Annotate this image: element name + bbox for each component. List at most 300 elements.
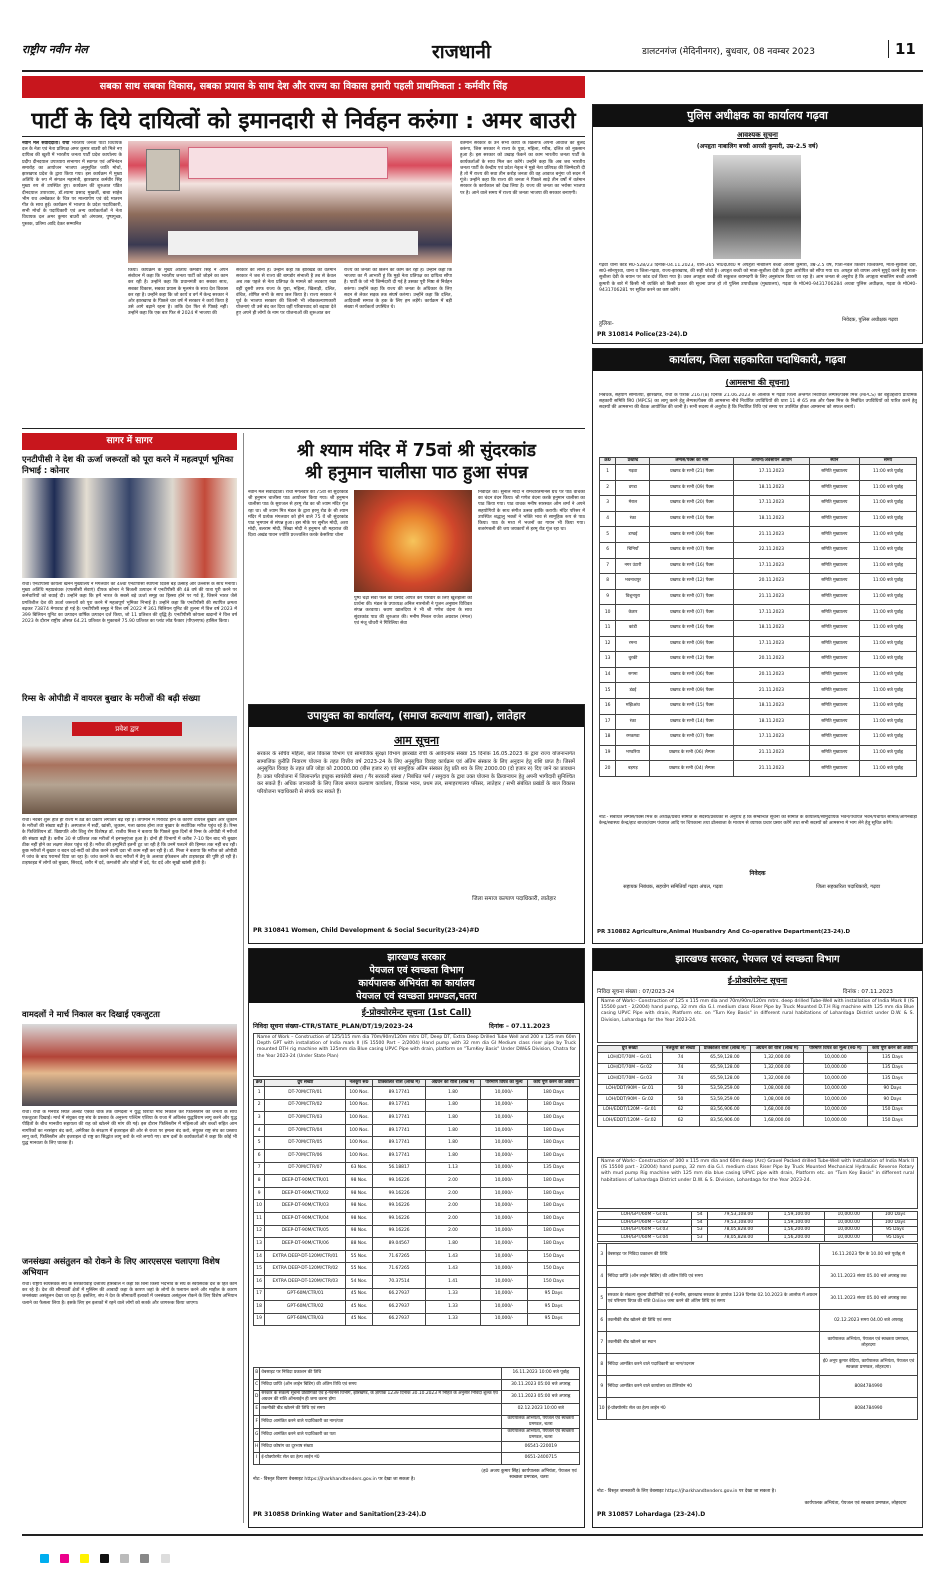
shyam-column-3: निवेदित की। सुनील मोदी ने रामचरितमानस ग्रंथ पर पाठ वाचकों का चंदन वंदन किया। श्री गणेश वंदना करके हनुमान चालीसा का पाठ किया गया। पाठ वाचक मनीष सारस्वत ओम शर्मा ने अपने सहयोगियों के साथ संगीत उत्सव झांकि करायी। मंदिर परिसर में उपस्थित श्रद्धालु भक्तों ने भक्ति भाव से सामूहिक रूप से पाठ किया। पाठ के मध्य में भजनों का गायन भी किया गया। बजरंगबली की जय जयकारों से हरमू रोड गूंज रहा था।: [478, 490, 585, 533]
sahkarita-cell: प्रखण्ड के सभी (16) पैक्स: [650, 620, 734, 636]
lohardaga-cell: 62: [662, 1105, 699, 1116]
sahkarita-cell: 11:00 बजे पूर्वाह्न: [859, 683, 916, 699]
chatra-cell: 10,000/-: [480, 1112, 528, 1125]
sahkarita-cell: समिति मुख्यालय: [809, 574, 859, 590]
chatra-cell: 99.16226: [372, 1200, 425, 1213]
lohardaga-tender: [592, 948, 923, 1528]
sahkarita-cell: प्रखण्ड के सभी (14) पैक्स: [650, 714, 734, 730]
lohardaga-row: [598, 1063, 918, 1074]
lohardaga-pr: PR 310857 Lohardaga (23-24).D: [597, 1511, 706, 1518]
chatra-cell: 10,000/-: [480, 1263, 528, 1276]
chatra-cell: 10: [254, 1200, 265, 1213]
chatra-schedule-cell: निविदा प्राप्ति (ऑन लाईन बिडिंग) की अंतिम तिथि एवं समय: [260, 1379, 502, 1391]
sahkarita-cell: कांडी: [616, 620, 650, 636]
stage-backdrop: [188, 147, 388, 179]
chatra-cell: 56.18817: [372, 1162, 425, 1175]
sahkarita-cell: समिति मुख्यालय: [809, 542, 859, 558]
sahkarita-cell: समिति मुख्यालय: [809, 636, 859, 652]
chatra-cell: 1.43: [426, 1263, 481, 1276]
sahkarita-cell: समिति मुख्यालय: [809, 745, 859, 761]
chatra-schedule-cell: 06541-220019: [502, 1441, 580, 1453]
chatra-cell: 1.43: [426, 1250, 481, 1263]
sahkarita-cell: 11:00 बजे पूर्वाह्न: [859, 698, 916, 714]
chatra-cell: 10,000/-: [480, 1149, 528, 1162]
sahkarita-cell: मेराल: [616, 496, 650, 512]
lohardaga-cell: 90 Days: [867, 1095, 917, 1106]
sahkarita-cell: रमना: [616, 636, 650, 652]
lohardaga-header-cell: नलकूपों की संख्या: [662, 1046, 699, 1053]
lohardaga-table-1-wrap: [597, 1045, 918, 1127]
sahkarita-cell: 20: [600, 761, 616, 777]
sahkarita-pr: PR 310882 Agriculture,Animal Husbandry And Co-operative Department(23-24).D: [597, 929, 851, 935]
lohardaga-schedule-cell: 8: [598, 1354, 607, 1376]
sahkarita-cell: समिति मुख्यालय: [809, 652, 859, 668]
chatra-tender-title: ई-प्रोक्योरमेन्ट सूचना (1st Call): [361, 1008, 472, 1018]
lohardaga-notice-no: निविदा सूचना संख्या : 07/2023-24: [597, 989, 675, 995]
sahkarita-cell: 18.11.2023: [734, 511, 809, 527]
chatra-header-cell: क्र0: [254, 1080, 265, 1087]
chatra-header: [249, 949, 584, 1003]
chatra-cell: 100 Nos.: [346, 1087, 373, 1100]
chatra-cell: 98 Nos.: [346, 1175, 373, 1188]
sahkarita-cell: समिति मुख्यालय: [809, 605, 859, 621]
sahkarita-cell: गढ़वा: [616, 465, 650, 481]
sahkarita-cell: प्रखण्ड के सभी (06) लैम्पस: [650, 745, 734, 761]
chatra-cell: 45 Nos.: [346, 1301, 373, 1314]
shyam-headline: [248, 440, 585, 484]
child-photo: [713, 155, 801, 259]
chatra-schedule-cell: निविदा आमंत्रित करने वाले पदाधिकारी का पता: [260, 1428, 502, 1441]
lohardaga-2-cell: LOH/GPT/60M – Gr.03: [598, 1227, 692, 1235]
sahkarita-cell: रंका: [616, 511, 650, 527]
lohardaga-tender-title: ई-प्रोक्योरमेन्ट सूचना: [727, 976, 788, 985]
lohardaga-2-cell: 78,05,828.00: [708, 1234, 769, 1242]
lohardaga-cell: LOH/EDDT/120M – Gr.02: [598, 1116, 663, 1127]
lohardaga-cell: LOH/DDT/90M – Gr.01: [598, 1084, 663, 1095]
chatra-cell: 2.00: [426, 1175, 481, 1188]
rims-body: रांची। नवंबर शुरू होते ही राज्य में ठंड का प्रकोप लगातार बढ़ रहा है। तापमान में गिरावट होने के कारण वायरल बुखार और जुकाम के मरीजों की संख्या बढ़ी है। अस्पताल में सर्दी, खांसी, जुकाम, गला खराब होना तथा बुखार के सर्वाधिक मरीज पहुंच रहे हैं। रिम्स के फिजिशियन डॉ. विद्यापति और शिशु रोग विशेषज्ञ डॉ. राजीव मिश्रा ने बताया कि पिछले कुछ दिनों से रिम्स के ओपीडी में मरीजों की संख्या बढ़ी है। करीब 30 से प्रतिशत तक मरीजों में इनफ्लुएंजा हुआ है। दोनों ही विभागों में करीब 7-10 दिन बाद भी बुखार ठीक नहीं होने का लक्षण लेकर पहुंच रहे हैं। मरीज की इम्युनिटी इतनी टूट जा रही है कि उनमें पलटने की हिम्मत तक नहीं बच रही। कुछ मरीजों में बुखार व बदन दर्द-सर्दी को ठीक करने वाली दवा भी काम नहीं कर रही है। डॉ. मिश्रा ने बताया कि मरीज को ओपीडी में जांच के बाद परामर्श दिया जा रहा है। जांच कराने के बाद मरीजों में डेंगू के अलावा इंफेक्शन और टाइफाइड की पुष्टि हो रही है। टाइफाइड में लोगों को बुखार, सिरदर्द, शरीर में दर्द, कमजोरी और जोड़ों में दर्द, पेट दर्द और सूखी खांसी होती है।: [22, 818, 237, 867]
lohardaga-2-cell: 78,05,828.00: [708, 1227, 769, 1235]
chatra-schedule-cell: कार्यपालक अभियंता, पेयजल एवं स्वच्छता प्रमण्डल, चतरा: [502, 1428, 580, 1441]
chatra-cell: 1.33: [426, 1313, 481, 1326]
lohardaga-cell: 83,56,906.00: [699, 1105, 751, 1116]
chatra-cell: 89.17741: [372, 1087, 425, 1100]
chatra-cell: 98 Nos.: [346, 1225, 373, 1238]
lohardaga-notice-date: दिनांक : 07.11.2023: [843, 989, 893, 995]
chatra-cell: 1.80: [426, 1112, 481, 1125]
chatra-cell: 54 Nos.: [346, 1275, 373, 1288]
lohardaga-2-cell: 10,000.00: [825, 1227, 873, 1235]
lohardaga-schedule-cell: निविदा आमंत्रित करने वाले पदाधिकारी का नाम/पदनाम: [606, 1354, 819, 1376]
sahkarita-row: [600, 683, 917, 699]
lohardaga-schedule-row: [598, 1244, 918, 1266]
chatra-cell: DT-70M/CTR/07: [265, 1162, 346, 1175]
sahkarita-cell: 17.11.2023: [734, 730, 809, 746]
sahkarita-cell: 17.11.2023: [734, 496, 809, 512]
lohardaga-2-cell: 95 Days: [873, 1227, 918, 1235]
chatra-row: [254, 1187, 580, 1200]
ntpc-photo: [22, 478, 237, 578]
chatra-row: [254, 1313, 580, 1326]
police-notice: [592, 104, 923, 344]
lohardaga-2-cell: 1,56,200.00: [769, 1234, 825, 1242]
chatra-cell: 2.00: [426, 1200, 481, 1213]
sahkarita-cell: समिति मुख्यालय: [809, 620, 859, 636]
lohardaga-schedule-row: [598, 1310, 918, 1332]
chatra-cell: 10,000/-: [480, 1275, 528, 1288]
chatra-cell: 11: [254, 1212, 265, 1225]
sahkarita-row: [600, 574, 917, 590]
sahkarita-cell: डंडई: [616, 683, 650, 699]
sahkarita-row: [600, 527, 917, 543]
chatra-header-cell: ग्रुप संख्या: [265, 1080, 346, 1087]
lohardaga-cell: 83,56,906.00: [699, 1116, 751, 1127]
sahkarita-note: नोट:- संबंधित लैम्पस/पैक्स मिश्र के अध्यक्ष/प्रबंध समिति के सदस्य/प्रबंधकों से अनुरोध है कि सम्बन्धित सूचना को समिति के कार्यालय/सामुदायिक भवन/पंचायत भवन/पंचायत समिति/आंगनबाड़ी केन्द्र/स्वास्थ्य केन्द्र/हाट बाजार/ग्राम पंचायत आदि पर चिपकाना तथा ढोलबाजा के माध्यम से व्यापक प्रचार प्रसार करेंगे तथा सभी सदस्यों को आमसभा मे भाग लेने हेतु सूचित करेंगे।: [599, 815, 917, 827]
chatra-cell: 66.27937: [372, 1301, 425, 1314]
sahkarita-cell: भण्डरिया: [616, 745, 650, 761]
chatra-schedule-cell: 30.11.2023 05:00 बजे अपराह्न: [502, 1379, 580, 1391]
chatra-cell: 180 Days: [528, 1112, 580, 1125]
sahkarita-title: कार्यालय, जिला सहकारिता पदाधिकारी, गढ़वा: [593, 349, 922, 371]
chatra-cell: 100 Nos.: [346, 1124, 373, 1137]
chatra-cell: 10,000/-: [480, 1288, 528, 1301]
chatra-schedule-row: [254, 1368, 580, 1380]
chatra-cell: 1.80: [426, 1137, 481, 1150]
sahkarita-cell: रंका: [616, 714, 650, 730]
lohardaga-cell: 1,32,000.00: [751, 1074, 804, 1085]
police-body: गढ़वा थाना कांड सं0-528/23 दिनांक-04.11.2023, धारा-365 भा0द0वि0 में अपहृता नाबालिग बच्ची आरसी कुमारी, उम्र-2.5 वर्ष, पिता-नवल किशोर विश्वकर्मा, माता-सुशीला देवी, सा0-सोनपुरवा, थाना व जिला-गढ़वा, राज्य-झारखण्ड, की सही फोटो है। अपहृत बच्ची को माता-सुशीला देवी के द्वारा आरोपित को सौंपा गया था। अपहृत को वापस अपने सुपुर्द करने हेतु माता-सुशीला देवी के बयान पर कांड दर्ज किया गया है। उक्त अपहृता बच्ची की सकुशल बरामदगी के लिए अनुसंधान किया जा रहा है। आम जनता से अनुरोध है कि अपहृता नाबालिग बच्ची आरसी कुमारी के बारे में किसी भी व्यक्ति को किसी प्रकार की सूचना प्राप्त हो तो पुलिस उपाधीक्षक (मुख्यालय), गढ़वा के मो0नं0-9431706284 अथवा पुलिस अधीक्षक, गढ़वा के मो0नं0-9431706281 पर सूचित करने का कष्ट करेंगे।: [599, 263, 917, 293]
sahkarita-cell: समिति मुख्यालय: [809, 558, 859, 574]
sahkarita-cell: समिति मुख्यालय: [809, 667, 859, 683]
chatra-cell: 10,000/-: [480, 1087, 528, 1100]
chatra-schedule-row: [254, 1391, 580, 1404]
lohardaga-schedule-cell: तकनीकी बीड खोलने की तिथि एवं समय: [606, 1310, 819, 1332]
chatra-cell: 14: [254, 1250, 265, 1263]
lohardaga-2-cell: 1,59,100.00: [769, 1212, 825, 1220]
sahkarita-cell: विशुनपुरा: [616, 589, 650, 605]
lohardaga-schedule-cell: सरकार के संकल्प सूचना प्रौद्योगिकी एवं ई-गवर्नेंस, झारखण्ड सरकार के ज्ञापांक 1239 दिनांक 02.10.2023 के आलोक में अग्रधन एवं परिमाण विपत्र की राशि Online जमा करने की अंतिम तिथि एवं समय: [606, 1288, 819, 1310]
lohardaga-signature: कार्यपालक अभियंता, पेयजल एवं स्वच्छता प्रमण्डल, लोहरदगा: [804, 1501, 907, 1506]
chatra-schedule-cell: कार्यपालक अभियंता, पेयजल एवं स्वच्छता प्रमण्डल, चतरा: [502, 1415, 580, 1428]
sahkarita-cell: प्रखण्ड के सभी (12) पैक्स: [650, 574, 734, 590]
lead-photo: [128, 141, 452, 263]
chatra-cell: 2.00: [426, 1187, 481, 1200]
chatra-cell: 71.67265: [372, 1250, 425, 1263]
lohardaga-cell: 10,000.00: [804, 1053, 868, 1064]
sahkarita-cell: 6: [600, 542, 616, 558]
lead-column-5: वर्तमान सरकार के उन सभी कार्यों के खिलाफ अपनी आवाज को बुलंद करुंगा, जिस सरकार ने राज्य के युवा, महिला, गरीब, दलित को नुकसान हुआ है। इस सरकार को उखाड़ फेंकने का काम भारतीय जनता पार्टी के कार्यकर्ताओं के साथ मिल कर करेंगे। उन्होंने कहा कि अब जब भारतीय जनता पार्टी के केन्द्रीय एवं प्रदेश नेतृत्व ने मुझे नेता प्रतिपक्ष की जिम्मेदारी दी है तो मैं राज्य की सवा तीन करोड़ जनता की वह आवाज बनूंगा जो सदन में गूंजे। उन्होंने कहा कि राज्य की जनता ने पिछले साढ़े तीन वर्षों में वर्तमान सरकार के कार्यकाल को देख लिया है। राज्य की जनता का भरोसा भाजपा पर है। आने वाले समय में राज्य की जनता भाजपा की सरकार बनाएगी।: [460, 141, 585, 196]
sahkarita-cell: प्रखण्ड के सभी (04) लैम्पस: [650, 761, 734, 777]
sahkarita-row: [600, 605, 917, 621]
masthead-logo: राष्ट्रीय नवीन मेल: [22, 43, 88, 56]
lohardaga-schedule-row: [598, 1266, 918, 1288]
sahkarita-row: [600, 480, 917, 496]
chatra-cell: 99.16226: [372, 1212, 425, 1225]
chatra-row: [254, 1212, 580, 1225]
lohardaga-header-cell: अग्रधन की राशि (लाख में): [751, 1046, 804, 1053]
chatra-cell: 95 Days: [528, 1313, 580, 1326]
lohardaga-schedule-cell: 02.12.2023 समय 04.00 बजे अपराह्न: [819, 1310, 917, 1332]
lohardaga-2-cell: 10,000.00: [825, 1234, 873, 1242]
sahkarita-cell: समिति मुख्यालय: [809, 683, 859, 699]
sahkarita-cell: सगमा: [616, 667, 650, 683]
lohardaga-schedule-row: [598, 1398, 918, 1420]
lohardaga-schedule-cell: 5: [598, 1288, 607, 1310]
sahkarita-cell: 11:00 बजे पूर्वाह्न: [859, 745, 916, 761]
chatra-notice-date: दिनांक – 07.11.2023: [489, 1023, 551, 1030]
chatra-cell: 180 Days: [528, 1137, 580, 1150]
lohardaga-schedule-row: [598, 1288, 918, 1310]
rims-sign: प्रवेश द्वार: [72, 722, 182, 736]
chatra-schedule-cell: निविदा आमंत्रित करने वाले पदाधिकारी का नाम/पता: [260, 1415, 502, 1428]
chatra-cell: 180 Days: [528, 1212, 580, 1225]
lohardaga-cell: 10,000.00: [804, 1116, 868, 1127]
vamdal-body: रांची। रांची के मेनरोड स्थित अल्बर्ट एक्का चौक तक वामदलों ने युद्ध विरोधी मार्च निकाल कर फिलिस्तीन की जनता के साथ एकजुटता दिखाई। मार्च में संयुक्त राष्ट्र संघ के प्रस्ताव के अनुरूप पश्चिम एशिया के राजा में अविलंब युद्धविराम लागू करने और युद्ध पीड़ितों के बीच मानवीय सहायता की राह को खोलने की मांग की गई। इस दौरान फिलिस्तीन में महिलाओं और बच्चों सहित आम नागरिकों का नरसंहार बंद करो, अमेरिका के संरक्षण में इजराइल की ओर से राजा पर हमला बंद करो, संयुक्त राष्ट्र संघ का प्रस्ताव लागू करो, फिलिस्तीन और इजराइल दो राष्ट्र का सिद्धांत लागू करो के नारे लगाये गए। वाम दलों के कार्यकर्ताओं ने कहा कि कोई भी युद्ध मानवता के लिए घातक है।: [22, 1110, 237, 1147]
lohardaga-cell: LOH/DDT/90M – Gr.02: [598, 1095, 663, 1106]
jansankhya-headline: जनसंख्या असंतुलन को रोकने के लिए आरएसएस चलाएगा विशेष अभियान: [22, 1256, 220, 1277]
sahkarita-cell: 11:00 बजे पूर्वाह्न: [859, 714, 916, 730]
chatra-schedule-cell: G: [254, 1428, 260, 1441]
sahkarita-cell: 11:00 बजे पूर्वाह्न: [859, 589, 916, 605]
banner: सबका साथ सबका विकास, सबका प्रयास के साथ देश और राज्य का विकास हमारी पहली प्राथमिकता : कर्मवीर सिंह: [22, 76, 585, 98]
chatra-cell: 3: [254, 1112, 265, 1125]
sahkarita-row: [600, 558, 917, 574]
chatra-cell: 45 Nos.: [346, 1288, 373, 1301]
lohardaga-2-row: [598, 1234, 918, 1242]
chatra-cell: 89.17741: [372, 1124, 425, 1137]
sahkarita-cell: प्रखण्ड के सभी (16) पैक्स: [650, 558, 734, 574]
lohardaga-cell: 1,08,000.00: [751, 1084, 804, 1095]
chatra-schedule-cell: F: [254, 1415, 260, 1428]
sahkarita-table-header: [600, 458, 917, 465]
chatra-cell: 150 Days: [528, 1263, 580, 1276]
page-number: 11: [888, 40, 916, 58]
chatra-cell: 55 Nos.: [346, 1250, 373, 1263]
lohardaga-schedule-cell: 8084784990: [819, 1398, 917, 1420]
chatra-cell: 100 Nos.: [346, 1099, 373, 1112]
sahkarita-cell: प्रखण्ड के सभी (07) पैक्स: [650, 589, 734, 605]
chatra-cell: 98 Nos.: [346, 1187, 373, 1200]
chatra-cell: 10,000/-: [480, 1250, 528, 1263]
chatra-schedule-cell: ई-प्रोक्योरमेंट सेल का हेल्प लाईन नं0: [260, 1453, 502, 1465]
sahkarita-row: [600, 465, 917, 481]
sahkarita-cell: 11:00 बजे पूर्वाह्न: [859, 480, 916, 496]
lohardaga-2-cell: 100 Days: [873, 1219, 918, 1227]
chatra-cell: 5: [254, 1137, 265, 1150]
lohardaga-header-cell: कार्य पूर्ण करने की अवधि: [867, 1046, 917, 1053]
sahkarita-cell: प्रखण्ड के सभी (09) पैक्स: [650, 683, 734, 699]
chatra-cell: 12: [254, 1225, 265, 1238]
chatra-cell: GPT-60M/CTR/02: [265, 1301, 346, 1314]
lohardaga-schedule-cell: 4: [598, 1266, 607, 1288]
sahkarita-cell: समिति मुख्यालय: [809, 761, 859, 777]
sahkarita-cell: चिनियाँ: [616, 542, 650, 558]
chatra-row: [254, 1238, 580, 1251]
chatra-cell: DEEP-DT-90M/CTR/04: [265, 1212, 346, 1225]
chatra-line-3: कार्यपालक अभियंता का कार्यालय: [358, 978, 475, 989]
masthead: [22, 36, 923, 70]
chatra-schedule-row: [254, 1428, 580, 1441]
sahkarita-header-cell: लैम्पस/पैक्स का नाम: [650, 458, 734, 465]
sahkarita-cell: 12: [600, 636, 616, 652]
sagar-headline: एनटीपीसी ने देश की ऊर्जा जरूरतों को पूरा करने में महत्वपूर्ण भूमिका निभाई : कोनार: [22, 454, 234, 475]
chatra-cell: 10,000/-: [480, 1238, 528, 1251]
sahkarita-cell: प्रखण्ड के सभी (07) पैक्स: [650, 605, 734, 621]
chatra-cell: 1.80: [426, 1099, 481, 1112]
sagar-label: सागर में सागर: [22, 433, 237, 450]
lohardaga-cell: 53,59,259.00: [699, 1095, 751, 1106]
lead-column-4: राज्य की जनता को छलने का काम कर रही है। उन्होंने कहा कि भाजपा का मैं आभारी हूं कि मुझे नेता प्रतिपक्ष का दायित्व सौंपा है। पार्टी के जो भी जिम्मेदारी दी गई है उसका पूरी निष्ठा से निर्वहन करुंगा। उन्होंने कहा कि राज्य की जनता के अधिकार के लिए सदन से लेकर सड़क तक संघर्ष करुंगा। उन्होंने कहा कि दलित, आदिवासी समाज के हक के लिए हम लड़ेंगे। कार्यक्रम में बड़ी संख्या में कार्यकर्ता उपस्थित थे।: [344, 268, 452, 311]
magenta-swatch: [60, 1554, 69, 1563]
sahkarita-cell: 11:00 बजे पूर्वाह्न: [859, 652, 916, 668]
chatra-cell: 98 Nos.: [346, 1200, 373, 1213]
chatra-tender: [248, 948, 585, 1528]
sagar-body: रांची। एनटीपीसी कोयला खनन मुख्यालय ने मंगलवार को 49वां एनटीपीसी स्थापना दिवस बड़े उत्साह और उल्लास के साथ मनाया। मुख्य अतिथि महाप्रबंधक (एफसीसी सेवाएं) दीपक कोनार ने बिजली उत्पादन में एनटीपीसी की 48 वर्ष की यात्रा पूरी करने पर कर्मचारियों को बधाई दी। उन्होंने कहा कि हमें भारत के सबसे बड़े ऊर्जा समूह का हिस्सा होने पर गर्व है, जिसने भारत जैसे प्रगतिशील देश की ऊर्जा जरूरतों को पूरा करने में महत्वपूर्ण भूमिका निभाई है। उन्होंने कहा कि एनटीपीसी की स्थापित क्षमता बढ़कर 73874 मेगावाट हो गई है। एनटीपीसी समूह ने वित्त वर्ष 2022 में 361 बिलियन यूनिट की तुलना में वित्त वर्ष 2023 में 399 बिलियन यूनिट का उत्पादन वार्षिक उत्पादन दर्ज किया, जो 11 प्रतिशत की वृद्धि है। एनटीपीसी कोयला खदानों ने वित्त वर्ष 2023 के दौरान राष्ट्रीय औसत 64.21 प्रतिशत के मुकाबले 75.90 प्रतिशत का प्लांट लोड फैक्टर (पीएलएफ) हासिल किया।: [22, 582, 237, 625]
lohardaga-table-2-wrap: [597, 1211, 918, 1242]
chatra-cell: 2.00: [426, 1225, 481, 1238]
color-registration-bar: [40, 1548, 920, 1560]
chatra-cell: 180 Days: [528, 1149, 580, 1162]
shyam-headline-1: श्री श्याम मंदिर में 75वां श्री सुंदरकांड: [296, 441, 537, 461]
chatra-cell: DEEP-DT-90M/CTR/05: [265, 1225, 346, 1238]
chatra-cell: EXTRA DEEP-DT-120M/CTR/03: [265, 1275, 346, 1288]
chatra-cell: 99.16226: [372, 1187, 425, 1200]
upayukt-title: उपायुक्त का कार्यालय, (समाज कल्याण शाखा), लातेहार: [249, 705, 584, 727]
chatra-cell: 10,000/-: [480, 1137, 528, 1150]
chatra-cell: GPT-60M/CTR/03: [265, 1313, 346, 1326]
rims-headline: रिम्स के ओपीडी में वायरल बुखार के मरीजों की बढ़ी संख्या: [22, 693, 201, 703]
chatra-row: [254, 1250, 580, 1263]
chatra-cell: 1.80: [426, 1087, 481, 1100]
sahkarita-row: [600, 636, 917, 652]
lohardaga-row: [598, 1084, 918, 1095]
lohardaga-schedule-cell: 3: [598, 1244, 607, 1266]
chatra-header-cell: कार्य पूर्ण करने की अवधि: [528, 1080, 580, 1087]
chatra-cell: DEEP-DT-90M/CTR/03: [265, 1200, 346, 1213]
chatra-cell: 10,000/-: [480, 1187, 528, 1200]
vamdal-photo: [22, 1024, 237, 1106]
sahkarita-header-cell: आगामा/अवसायन आयाम: [734, 458, 809, 465]
sahkarita-cell: प्रखण्ड के सभी (10) पैक्स: [650, 511, 734, 527]
lohardaga-cell: 90 Days: [867, 1084, 917, 1095]
lohardaga-2-cell: 53: [692, 1234, 708, 1242]
lohardaga-cell: 50: [662, 1084, 699, 1095]
chatra-header-cell: प्राक्कलित राशि (लाख में): [372, 1080, 425, 1087]
chatra-schedule-row: [254, 1441, 580, 1453]
shyam-headline-2: श्री हनुमान चालीसा पाठ हुआ संपन्न: [304, 463, 529, 483]
chatra-row: [254, 1263, 580, 1276]
chatra-cell: 10,000/-: [480, 1225, 528, 1238]
chatra-cell: 66.27937: [372, 1313, 425, 1326]
chatra-schedule-cell: सरकार के संकल्प सूचना प्रौद्योगिकी एवं ई-गवर्नेंस विभाग, झारखण्ड, के ज्ञापांक 1239 दिनांक 30.10.2023 में निहित के अनुसार निविदा शुल्क एवं अग्रधन की राशि ऑनलाईन ही जमा करना होगा: [260, 1391, 502, 1404]
sahkarita-cell: 11:00 बजे पूर्वाह्न: [859, 574, 916, 590]
chatra-cell: 135 Days: [528, 1162, 580, 1175]
chatra-cell: DT-70M/CTR/05: [265, 1137, 346, 1150]
chatra-cell: 4: [254, 1124, 265, 1137]
vamdal-headline: वामदलों ने मार्च निकाल कर दिखाई एकजुटता: [22, 1009, 160, 1019]
sahkarita-cell: समिति मुख्यालय: [809, 730, 859, 746]
lead-text-1: भारतीय जनता पार्टी विधायक दल के नेता एवं नेता प्रतिपक्ष अमर कुमार बाउरी को मिले नए दायित्व की खुशी में भारतीय जनता पार्टी प्रदेश कार्यालय के प्रदीप दीनदयाल उपाध्याय सभागार में स्वागत एवं अभिनंदन समारोह का आयोजन भाजपा अनुसूचित जाति मोर्चा, झारखण्ड प्रदेश के द्वारा किया गया। इस कार्यक्रम में मुख्य अतिथि के रुप में संगठन महामंत्री, झारखण्ड कर्मवीर सिंह मुख्य रुप से उपस्थित हुए। कार्यक्रम की शुरुआत पंडित दीनदयाल उपाध्याय, डॉ.श्यामा प्रसाद मुखर्जी, बाबा साहेब भीम राव अम्बेडकर के चित्र पर माल्यार्पण एवं वंदे मातरम गीत के साथ हुई। कार्यक्रम में भाजपा के प्रदेश पदाधिकारी, सभी मोर्चा के पदाधिकारी एवं अन्य कार्यकर्ताओं ने नेता विधायक दल अमर कुमार बाउरी को अंगवस्त्र, पुष्पगुच्छ, पुस्तक, प्रतिमा आदि देकर सम्मानित: [22, 141, 122, 227]
lohardaga-cell: 62: [662, 1116, 699, 1127]
sahkarita-cell: बड़गड़: [616, 761, 650, 777]
chatra-cell: 71.67265: [372, 1263, 425, 1276]
sahkarita-row: [600, 652, 917, 668]
chatra-header-cell: अग्रधन की राशि (लाख में): [426, 1080, 481, 1087]
chatra-cell: 10,000/-: [480, 1313, 528, 1326]
lohardaga-schedule-cell: तकनीकी बीड खोलने का स्थान: [606, 1332, 819, 1354]
chatra-schedule-cell: E: [254, 1404, 260, 1416]
lohardaga-schedule-row: [598, 1376, 918, 1398]
chatra-cell: 63 Nos.: [346, 1162, 373, 1175]
sahkarita-row: [600, 714, 917, 730]
chatra-row: [254, 1275, 580, 1288]
lohardaga-2-cell: 54: [692, 1219, 708, 1227]
lohardaga-cell: 135 Days: [867, 1074, 917, 1085]
lohardaga-row: [598, 1105, 918, 1116]
sahkarita-cell: 11:00 बजे पूर्वाह्न: [859, 527, 916, 543]
chatra-cell: 45 Nos.: [346, 1313, 373, 1326]
chatra-cell: 16: [254, 1275, 265, 1288]
chatra-cell: 180 Days: [528, 1238, 580, 1251]
chatra-cell: 99.16226: [372, 1175, 425, 1188]
sahkarita-cell: 21.11.2023: [734, 761, 809, 777]
chatra-schedule-cell: C: [254, 1379, 260, 1391]
chatra-row: [254, 1087, 580, 1100]
sahkarita-cell: 11:00 बजे पूर्वाह्न: [859, 496, 916, 512]
police-pr: PR 310814 Police(23-24).D: [597, 331, 688, 338]
chatra-cell: 180 Days: [528, 1087, 580, 1100]
chatra-cell: 10,000/-: [480, 1099, 528, 1112]
sahkarita-cell: प्रखण्ड के सभी (07) पैक्स: [650, 730, 734, 746]
chatra-schedule-row: [254, 1379, 580, 1391]
chatra-schedule-cell: D: [254, 1391, 260, 1404]
lohardaga-cell: 135 Days: [867, 1063, 917, 1074]
lead-column-3: सरकार को लाना है। उन्होंने कहा कि झारखंड की वर्तमान सरकार ने जब से राज्य की बागडोर संभाली है तब से केवल अब तक पहले से नेता प्रतिपक्ष के मामले को लटकाए रखा वहीं दूसरी तरफ राज्य के युवा, महिला, खिलाड़ी, दलित, वंचित, शोषित सभी के साथ छल किया है। राज्य सरकार ने पूर्व के भाजपा सरकार की जितनी भी लोककल्याणकारी योजनाएं थी उसे बंद कर दिया वहीं परिवारवाद को बढ़ावा देते हुए अपने ही लोगों के नाम पर योजनाओं की शुरूआत कर: [236, 268, 336, 317]
sahkarita-cell: 14: [600, 667, 616, 683]
lohardaga-2-cell: 100 Days: [873, 1212, 918, 1220]
chatra-notice-no: निविदा सूचना संख्या–CTR/STATE_PLAN/DT/19/2023-24: [253, 1023, 413, 1030]
chatra-schedule-row: [254, 1415, 580, 1428]
sahkarita-cell: 5: [600, 527, 616, 543]
lohardaga-schedule-cell: ई0 अनूप कुमार बेदिया, कार्यपालक अभियंता, पेयजल एवं स्वच्छता प्रमण्डल, लोहरदगा।: [819, 1354, 917, 1376]
chatra-cell: 70.37514: [372, 1275, 425, 1288]
sahkarita-cell: 18.11.2023: [734, 698, 809, 714]
chatra-line-1: झारखण्ड सरकार: [387, 952, 446, 963]
upayukt-body: सरकार के सचिव महिला, बाल विकास विभाग एवं सामाजिक सुरक्षा विभाग झारखंड रांची के आवेदनांक संख्या 15 दिनांक 16.05.2023 के द्वारा राज्य योजनान्तर्गत सामाजिक कुरीति निवारण योजना के तहत वित्तीय वर्ष 2023-24 के लिए अनुसूचित विवाह कार्यक्रम एवं अंतिम संस्कार के लिए अनुदान हेतु राशि प्राप्त है। जिसमें अनुसूचित विवाह के तहत प्रति जोड़ा को 20000.00 (बीस हजार रु) एवं सामूहिक अंतिम संस्कार हेतु प्रति शव के लिए 2000.00 (दो हजार रु) दिए जाने का प्रावधान है। उक्त परियोजना में जिलान्तर्गत इच्छुक स्वयंसेवी संस्था / गैर सरकारी संस्था / निबंधित फर्म / समुदाय के द्वारा उक्त योजना के क्रियान्वयन हेतु अपनी भागीदारी सुनिश्चित कर सकते हैं। अधिक जानकारी के लिए जिला समाज कल्याण कार्यालय, विकास भवन, प्रथम तल, समाहरणालय परिसर, लातेहार / सभी संबंधित प्रखंडों के बाल विकास परियोजना पदाधिकारी से संपर्क कर सकते हैं।: [257, 751, 575, 795]
sahkarita-cell: धुरकी: [616, 652, 650, 668]
sahkarita-cell: 8: [600, 574, 616, 590]
chatra-cell: 89.17741: [372, 1112, 425, 1125]
chatra-cell: 180 Days: [528, 1124, 580, 1137]
cyan-swatch: [40, 1554, 49, 1563]
lohardaga-row: [598, 1095, 918, 1106]
byline: नवीन मेल संवाददाता। रांची: [22, 141, 70, 146]
lohardaga-table-2: [597, 1211, 918, 1242]
sahkarita-cell: प्रखण्ड के सभी (15) पैक्स: [650, 698, 734, 714]
chatra-cell: 10,000/-: [480, 1301, 528, 1314]
sahkarita-header-cell: क्र0: [600, 458, 616, 465]
sahkarita-row: [600, 730, 917, 746]
chatra-cell: 1: [254, 1087, 265, 1100]
chatra-cell: 180 Days: [528, 1099, 580, 1112]
lead-column-1: [22, 141, 122, 423]
lohardaga-2-row: [598, 1227, 918, 1235]
sahkarita-cell: 19: [600, 745, 616, 761]
gray-swatch: [140, 1554, 149, 1563]
lohardaga-schedule-row: [598, 1354, 918, 1376]
sahkarita-cell: 4: [600, 511, 616, 527]
sahkarita-row: [600, 761, 917, 777]
